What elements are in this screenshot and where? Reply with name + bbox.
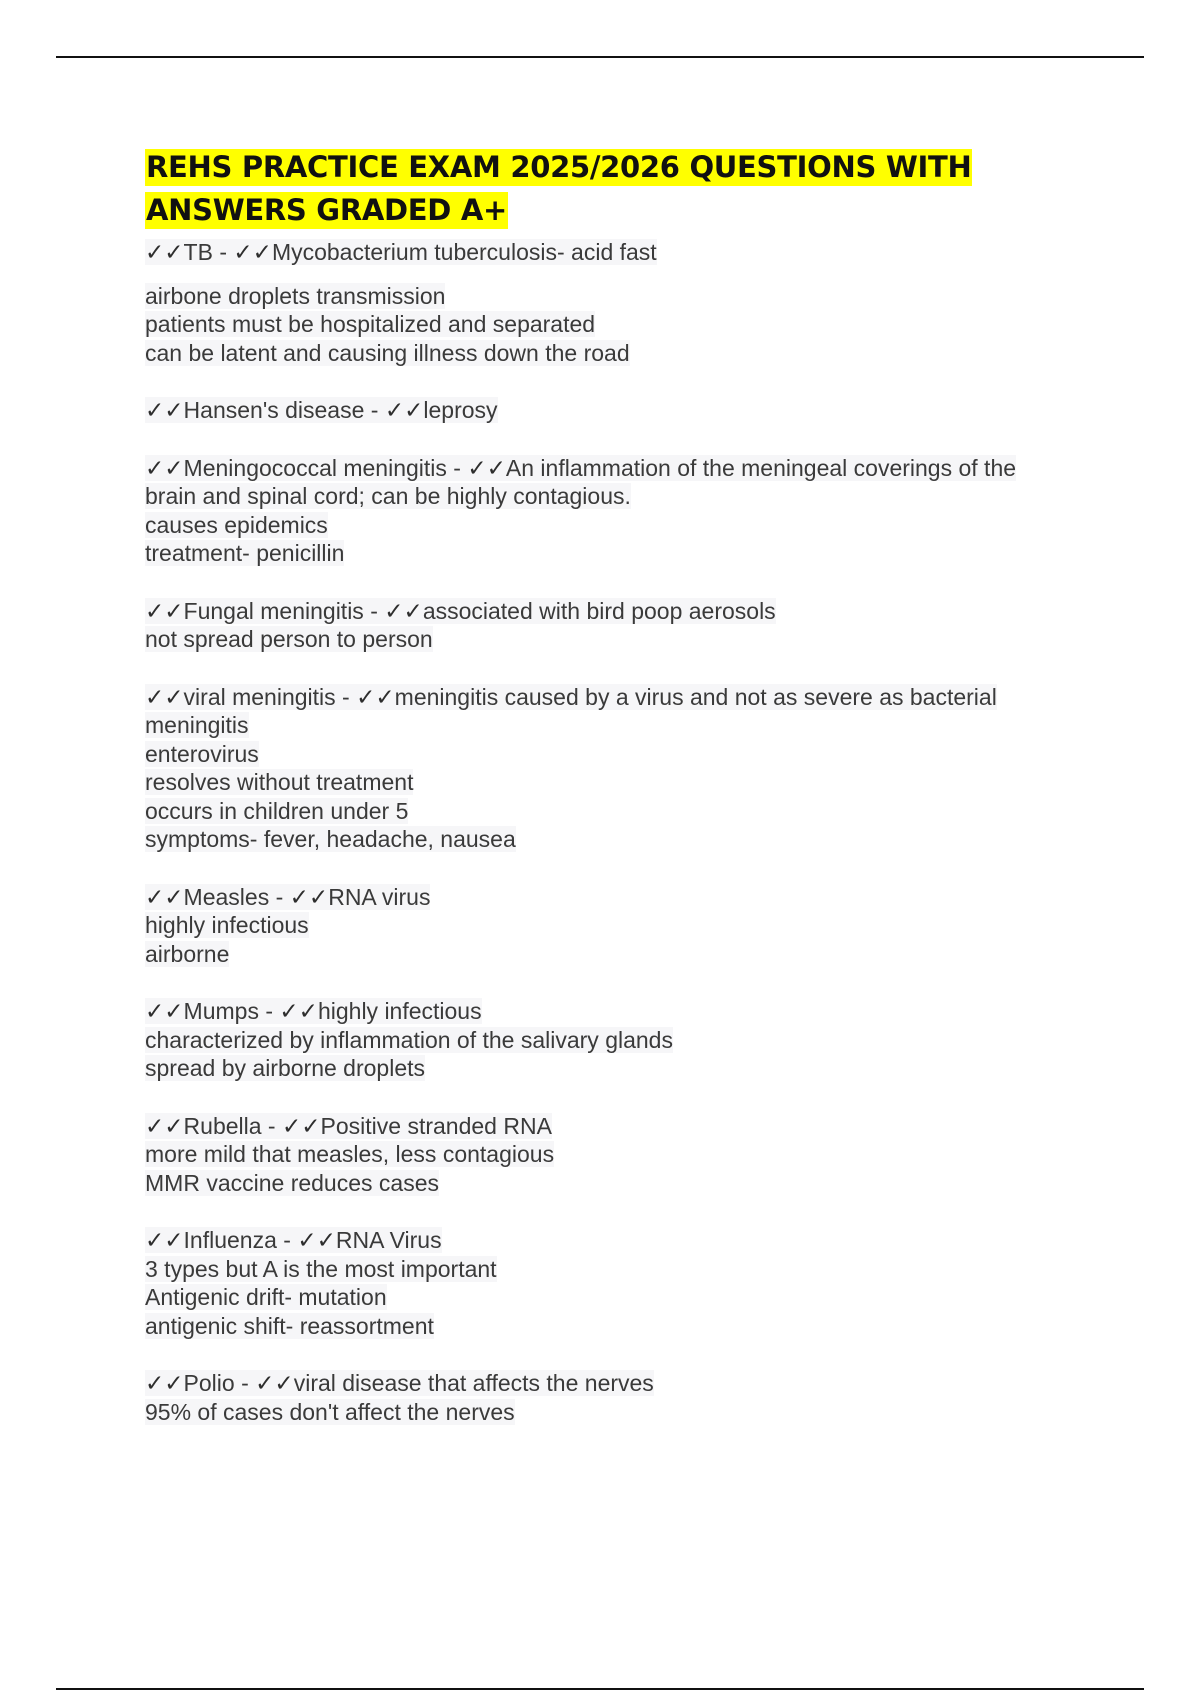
qa-term: Meningococcal meningitis <box>183 454 447 481</box>
title-highlight: REHS PRACTICE EXAM 2025/2026 QUESTIONS WITH ANSWERS GRADED A+ <box>146 150 972 227</box>
double-check-icon: ✓✓ <box>145 1227 184 1253</box>
double-check-icon: ✓✓ <box>384 397 424 423</box>
double-check-icon: ✓✓ <box>145 597 184 624</box>
qa-definition: Mycobacterium tuberculosis- acid fast <box>271 239 657 265</box>
qa-definition: meningitis caused by a virus and not as severe as bacterial meningitis <box>145 683 997 738</box>
qa-detail-line: more mild that measles, less contagious <box>145 1141 555 1167</box>
double-check-icon: ✓✓ <box>384 597 423 624</box>
double-check-icon: ✓✓ <box>289 883 329 910</box>
qa-question-line: ✓✓Mumps - ✓✓highly infectious <box>145 998 482 1024</box>
qa-detail-line: Antigenic drift- mutation <box>145 1284 387 1310</box>
qa-detail-line: not spread person to person <box>145 626 433 652</box>
qa-question-line: ✓✓Rubella - ✓✓Positive stranded RNA <box>145 1112 552 1139</box>
qa-entry <box>145 997 1065 1083</box>
qa-detail-line: enterovirus <box>145 740 259 767</box>
qa-entry <box>145 1226 1065 1340</box>
qa-detail-line: highly infectious <box>145 912 309 938</box>
qa-term: Mumps <box>183 998 259 1024</box>
qa-definition: highly infectious <box>317 998 482 1024</box>
qa-definition: leprosy <box>423 397 498 423</box>
double-check-icon: ✓✓ <box>467 454 506 481</box>
double-check-icon: ✓✓ <box>145 998 184 1024</box>
qa-detail-line: characterized by inflammation of the salivary glands <box>145 1026 673 1053</box>
qa-question-line: ✓✓Measles - ✓✓RNA virus <box>145 883 431 910</box>
qa-definition: RNA virus <box>328 883 431 910</box>
double-check-icon: ✓✓ <box>145 1370 184 1396</box>
qa-question-line: ✓✓TB - ✓✓Mycobacterium tuberculosis- acid fast <box>145 239 657 265</box>
qa-detail-line: occurs in children under 5 <box>145 797 409 824</box>
qa-definition: associated with bird poop aerosols <box>422 597 776 624</box>
qa-entry <box>145 597 1065 654</box>
qa-term: viral meningitis <box>183 683 336 710</box>
qa-definition: Positive stranded RNA <box>320 1112 552 1139</box>
qa-entry <box>145 238 1065 367</box>
double-check-icon: ✓✓ <box>145 397 184 423</box>
qa-entry <box>145 1369 1065 1426</box>
document-body <box>145 146 1065 1455</box>
qa-entry <box>145 396 1065 425</box>
qa-detail-line: resolves without treatment <box>145 769 414 795</box>
qa-question-line: ✓✓viral meningitis - ✓✓meningitis caused by a virus and not as severe as bacterial meningitis <box>145 683 997 738</box>
double-check-icon: ✓✓ <box>255 1370 294 1396</box>
qa-term: Rubella <box>183 1112 262 1139</box>
qa-detail-line: can be latent and causing illness down the road <box>145 339 630 366</box>
double-check-icon: ✓✓ <box>279 998 318 1024</box>
qa-detail-line: airbone droplets transmission <box>145 282 446 309</box>
double-check-icon: ✓✓ <box>145 454 184 481</box>
qa-entry <box>145 454 1065 568</box>
qa-term: Polio <box>183 1370 235 1396</box>
qa-term: Hansen's disease <box>183 397 365 423</box>
qa-term: TB <box>183 239 213 265</box>
double-check-icon: ✓✓ <box>145 1112 184 1139</box>
top-rule <box>56 56 1144 58</box>
qa-definition: An inflammation of the meningeal coverings of the brain and spinal cord; can be highly contagious. <box>145 454 1017 509</box>
qa-detail-line: treatment- penicillin <box>145 540 345 566</box>
qa-detail-line: symptoms- fever, headache, nausea <box>145 826 516 852</box>
qa-entry <box>145 883 1065 969</box>
qa-detail-line: antigenic shift- reassortment <box>145 1312 434 1339</box>
double-check-icon: ✓✓ <box>145 883 184 910</box>
qa-detail-line: airborne <box>145 940 230 967</box>
double-check-icon: ✓✓ <box>356 683 395 710</box>
qa-term: Influenza <box>183 1227 277 1253</box>
qa-detail-line: MMR vaccine reduces cases <box>145 1169 439 1196</box>
double-check-icon: ✓✓ <box>233 239 272 265</box>
qa-detail-line: spread by airborne droplets <box>145 1055 425 1081</box>
qa-definition: viral disease that affects the nerves <box>293 1370 654 1396</box>
qa-entry <box>145 1112 1065 1198</box>
qa-question-line: ✓✓Fungal meningitis - ✓✓associated with bird poop aerosols <box>145 597 776 624</box>
qa-detail-line: 3 types but A is the most important <box>145 1255 497 1282</box>
qa-question-line: ✓✓Polio - ✓✓viral disease that affects the nerves <box>145 1370 654 1396</box>
double-check-icon: ✓✓ <box>297 1227 336 1253</box>
qa-definition: RNA Virus <box>335 1227 442 1253</box>
qa-list <box>145 238 1065 1426</box>
qa-question-line: ✓✓Influenza - ✓✓RNA Virus <box>145 1227 442 1253</box>
qa-question-line: ✓✓Meningococcal meningitis - ✓✓An inflammation of the meningeal coverings of the brain and spinal cord; can be highly contagious. <box>145 454 1017 509</box>
qa-detail-line: patients must be hospitalized and separated <box>145 311 596 337</box>
qa-term: Measles <box>183 883 270 910</box>
qa-question-line: ✓✓Hansen's disease - ✓✓leprosy <box>145 397 498 423</box>
qa-entry <box>145 683 1065 854</box>
qa-term: Fungal meningitis <box>183 597 364 624</box>
bottom-rule <box>56 1688 1144 1690</box>
double-check-icon: ✓✓ <box>145 239 184 265</box>
double-check-icon: ✓✓ <box>282 1112 321 1139</box>
qa-detail-line: 95% of cases don't affect the nerves <box>145 1398 515 1425</box>
qa-detail-line: causes epidemics <box>145 511 328 538</box>
double-check-icon: ✓✓ <box>145 683 184 710</box>
document-title <box>145 146 1065 232</box>
